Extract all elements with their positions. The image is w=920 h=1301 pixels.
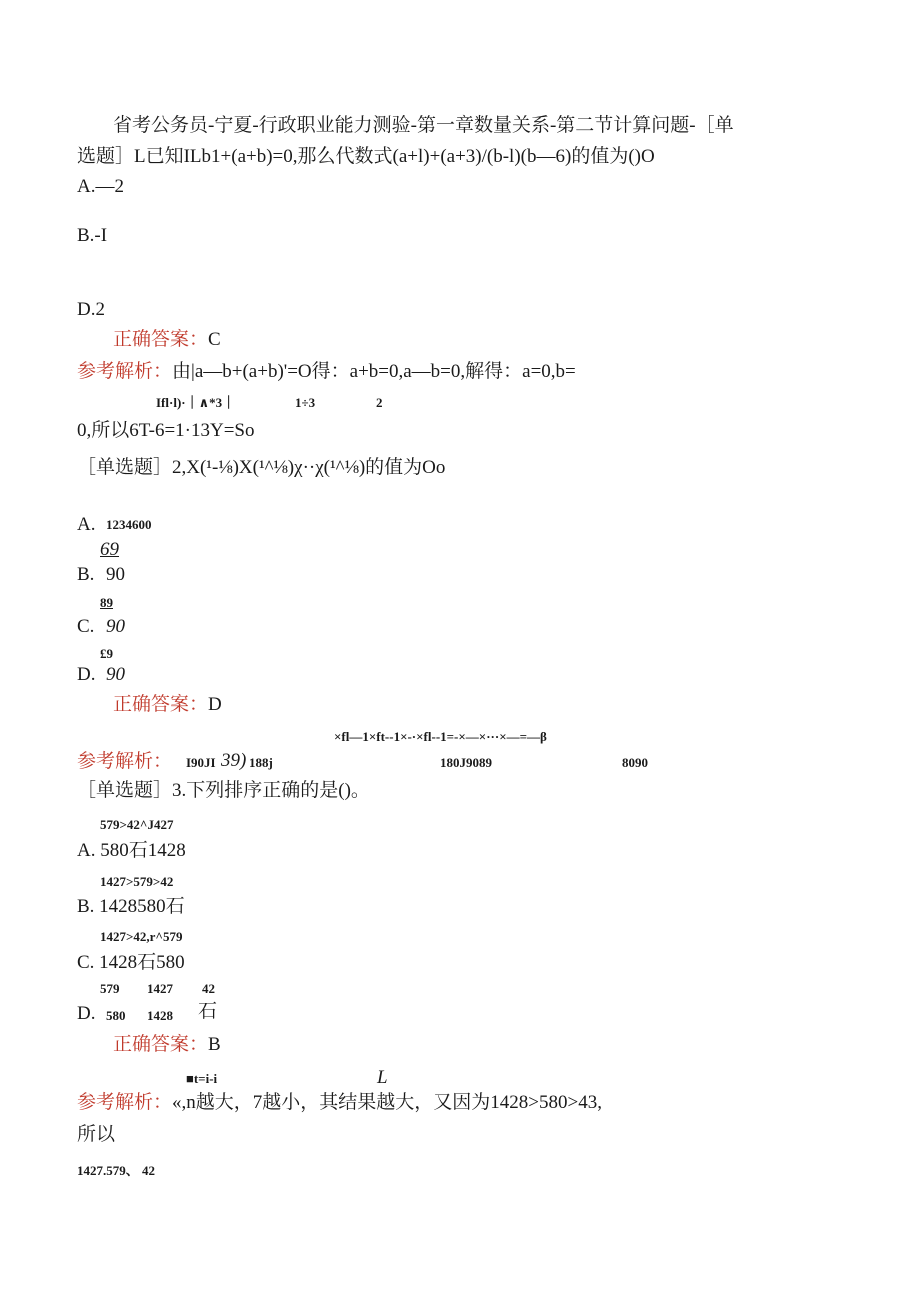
q3-option-d-top1: 579 <box>100 981 120 996</box>
q1-fraction-c: 2 <box>376 395 383 410</box>
q3-option-a: A. 580石1428 <box>77 840 186 861</box>
q3-option-c-top: 1427>42,r^579 <box>100 929 183 944</box>
analysis-label: 参考解析： <box>77 751 173 772</box>
q1-option-d: D.2 <box>77 299 105 320</box>
q3-analysis-tail: 1427.579、 42 <box>77 1163 156 1178</box>
answer-label: 正确答案： <box>113 694 209 715</box>
q2-option-b-numerator: 89 <box>100 595 113 610</box>
q1-stem-line1: 省考公务员-宁夏-行政职业能力测验-第一章数量关系-第二节计算问题-［单 <box>113 115 734 136</box>
q3-option-d-v3: 石 <box>198 1001 218 1022</box>
answer-value: D <box>208 694 222 715</box>
analysis-label: 参考解析： <box>77 361 173 382</box>
q3-option-d-top2: 1427 <box>147 981 173 996</box>
analysis-text: 由|a—b+(a+b)'=O得：a+b=0,a—b=0,解得：a=0,b= <box>172 361 576 382</box>
q2-analysis-c: 188j <box>249 755 273 770</box>
q2-stem: ［单选题］2,X(¹-⅛)X(¹^⅛)χ··χ(¹^⅛)的值为Oo <box>77 457 446 478</box>
q1-option-a: A.—2 <box>77 176 124 197</box>
q2-option-a-denominator: 69 <box>100 539 119 560</box>
q2-option-d-label: D. <box>77 664 96 685</box>
q2-option-b-label: B. <box>77 564 95 585</box>
q2-option-b-value: 90 <box>106 564 125 585</box>
q3-option-b: B. 1428580石 <box>77 896 185 917</box>
q1-fraction-b: 1÷3 <box>295 395 316 410</box>
q1-fraction-a: Ifl·l)·｜∧*3｜ <box>156 395 236 410</box>
q3-option-a-top: 579>42^J427 <box>100 817 174 832</box>
q3-option-d-v2: 1428 <box>147 1008 173 1023</box>
q2-analysis-e: 8090 <box>622 755 648 770</box>
q2-analysis-d: 180J9089 <box>440 755 492 770</box>
q3-option-d-v1: 580 <box>106 1008 126 1023</box>
q2-option-c-label: C. <box>77 616 95 637</box>
q2-option-c-numerator: £9 <box>100 646 113 661</box>
q3-option-b-top: 1427>579>42 <box>100 874 174 889</box>
q2-analysis <box>77 752 172 771</box>
q2-formula-top: ×fl—1×ft--1×-·×fl--1=-×—×···×—=—β <box>334 729 547 744</box>
q2-analysis-a: I90JI <box>186 755 216 770</box>
q3-option-d-label: D. <box>77 1003 96 1024</box>
q1-answer <box>113 330 221 349</box>
q3-option-c: C. 1428石580 <box>77 952 185 973</box>
q1-analysis-cont: 0,所以6T-6=1·13Y=So <box>77 420 255 441</box>
q3-note-top: ■t=i-i <box>186 1071 218 1086</box>
q3-note-l: L <box>377 1067 388 1088</box>
q3-option-d-top3: 42 <box>202 981 215 996</box>
analysis-text: «,n越大，7越小，其结果越大，又因为1428>580>43, <box>172 1092 602 1113</box>
q3-stem: ［单选题］3.下列排序正确的是()。 <box>77 780 370 801</box>
q3-analysis <box>77 1093 602 1112</box>
q3-answer <box>113 1035 221 1054</box>
analysis-label: 参考解析： <box>77 1092 173 1113</box>
q1-option-b: B.-I <box>77 225 108 246</box>
q2-answer <box>113 695 222 714</box>
answer-value: C <box>208 329 221 350</box>
q2-analysis-b: 39) <box>221 750 247 771</box>
q2-option-a-label: A. <box>77 514 96 535</box>
q3-analysis-cont: 所以 <box>77 1124 116 1145</box>
answer-label: 正确答案： <box>113 1034 209 1055</box>
q2-option-d-value: 90 <box>106 664 125 685</box>
q2-option-a-value: 1234600 <box>106 517 152 532</box>
answer-value: B <box>208 1034 221 1055</box>
answer-label: 正确答案： <box>113 329 209 350</box>
q1-stem-line2: 选题］L已知ILb1+(a+b)=0,那么代数式(a+l)+(a+3)/(b-l)(b—6)的值为()O <box>77 146 655 167</box>
q2-option-c-value: 90 <box>106 616 125 637</box>
q1-analysis <box>77 362 576 381</box>
